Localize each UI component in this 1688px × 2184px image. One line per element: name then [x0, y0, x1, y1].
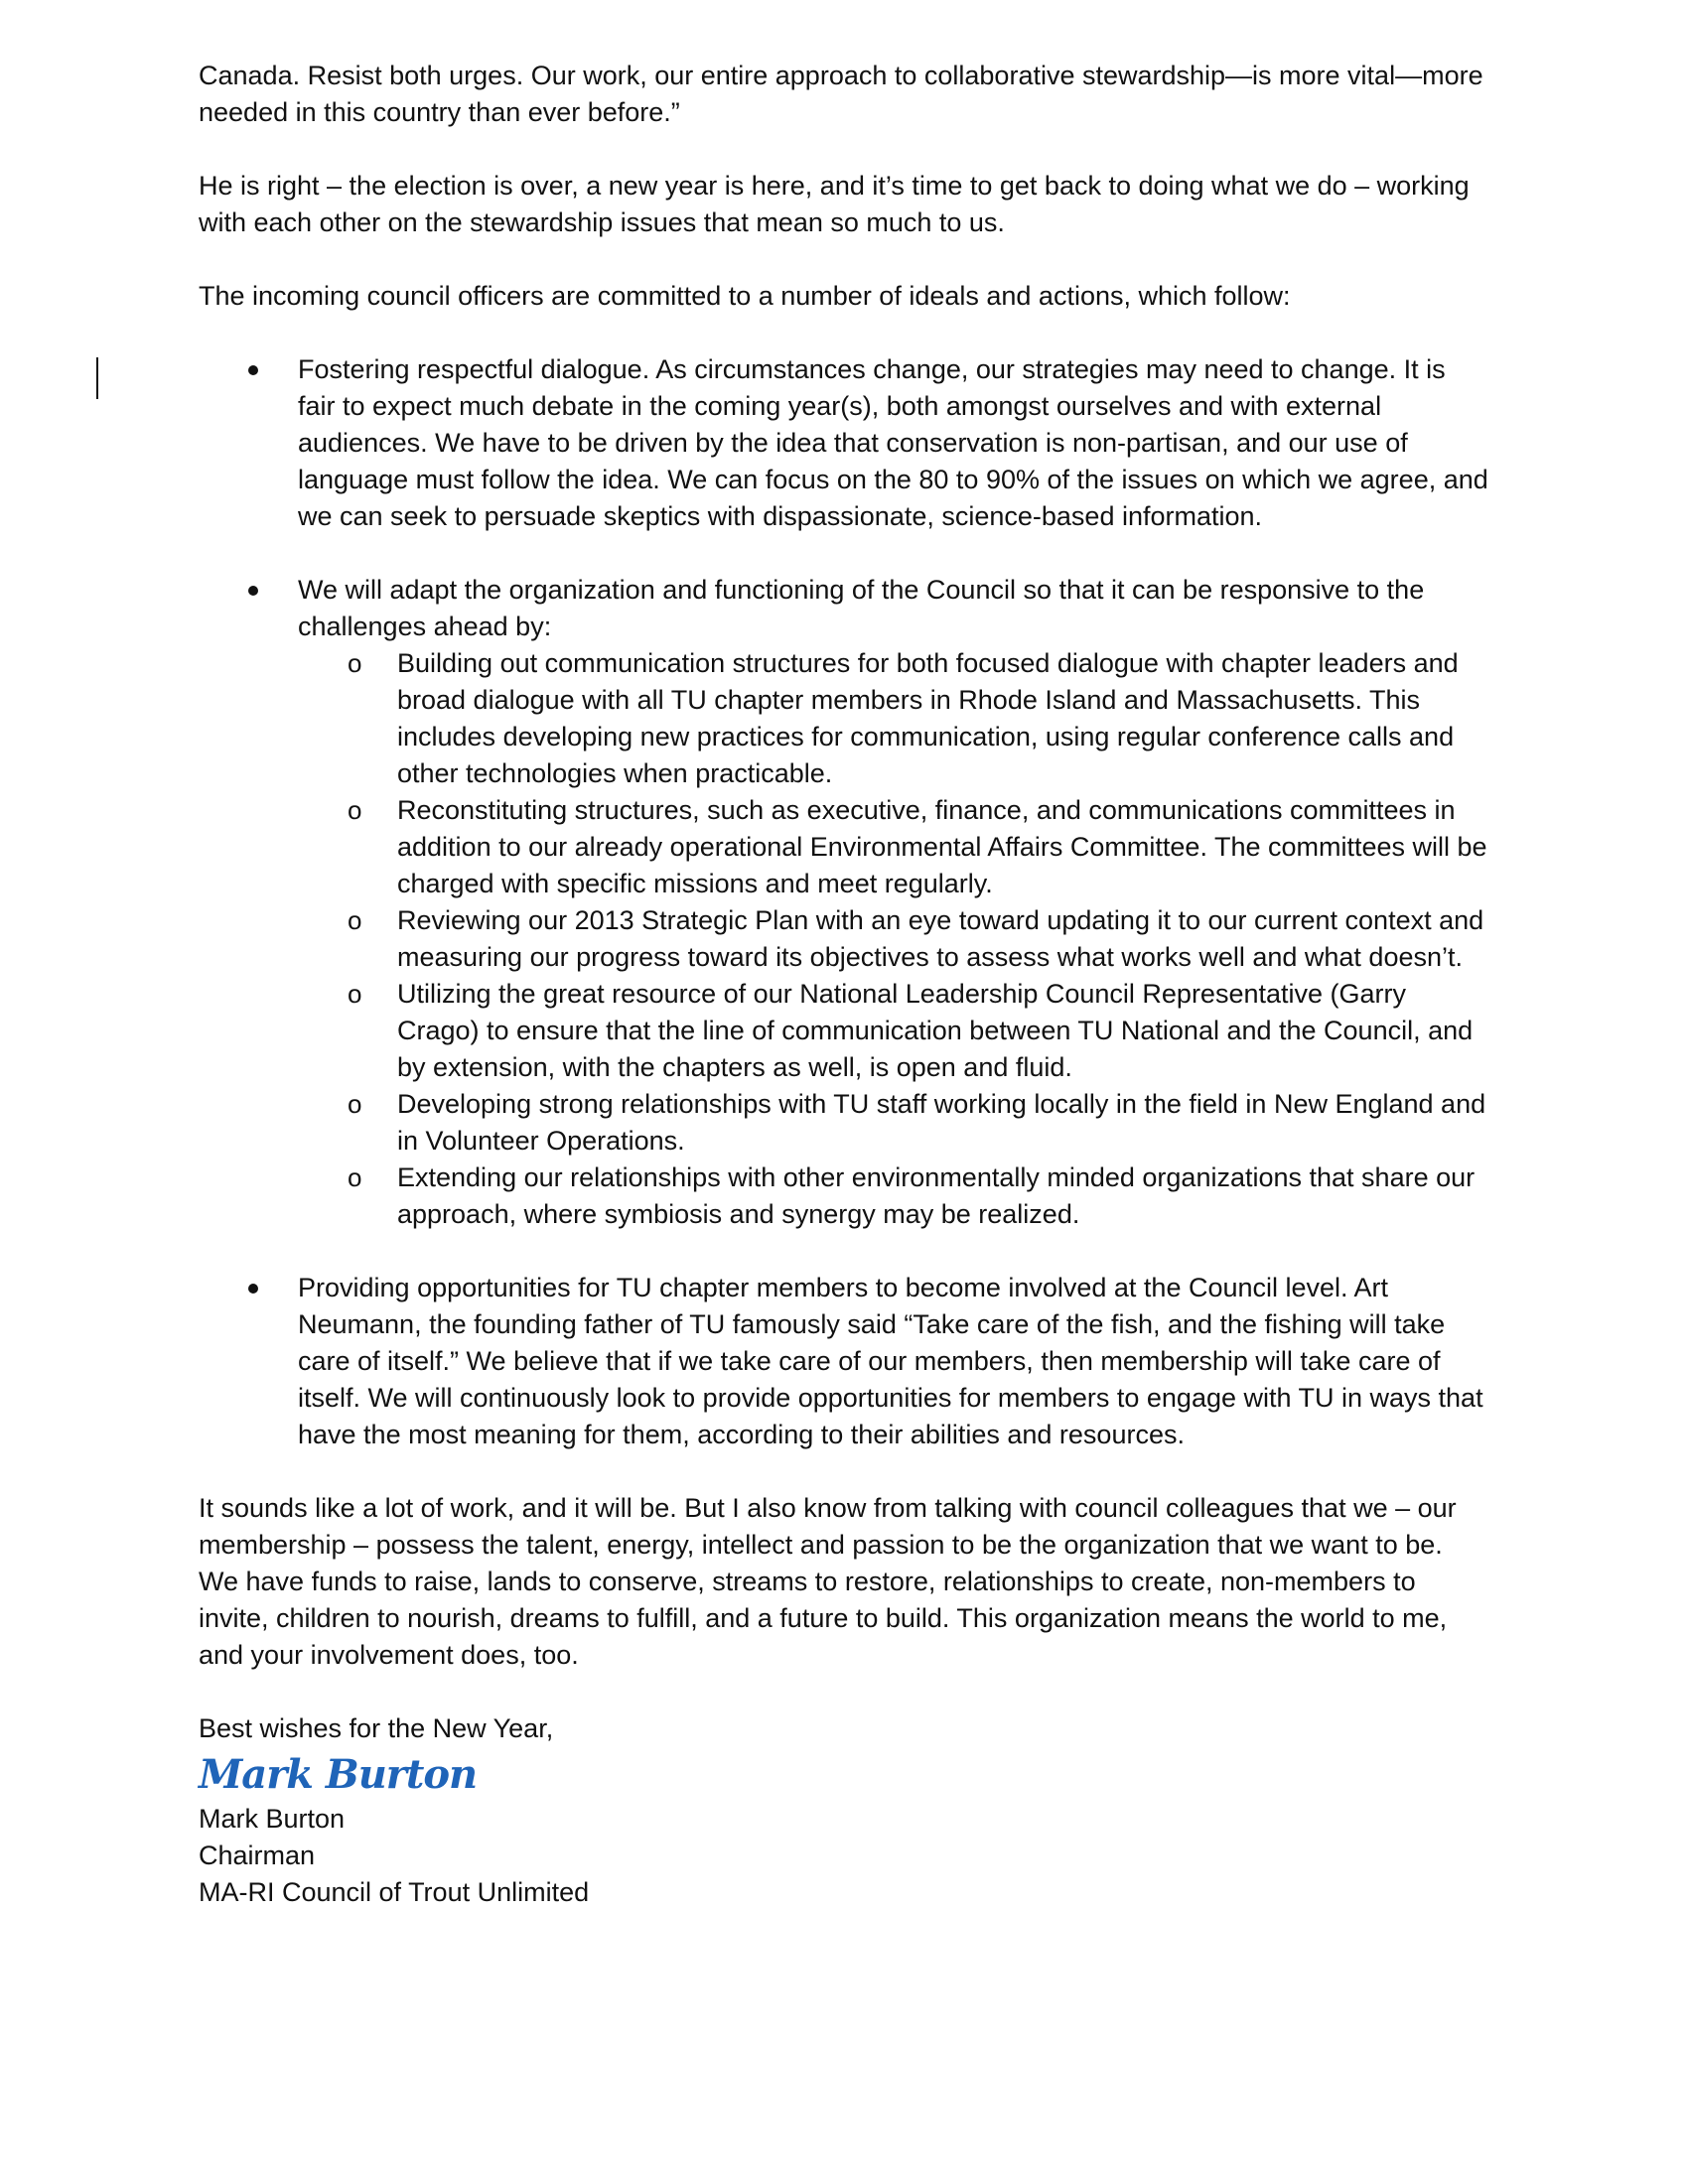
paragraph-election: He is right – the election is over, a new year is here, and it’s time to get back to doing what we do – working with each other on the stewardship issues that mean so much to us.: [199, 171, 1470, 237]
organization-name: MA-RI Council of Trout Unlimited: [199, 1877, 590, 1907]
sub-item-text: Reconstituting structures, such as executive, finance, and communications committees in addition to our already operational Environmental Affairs Committee. The committees will be charged with specific missions and meet regularly.: [397, 795, 1487, 898]
bullet-item: [199, 572, 1489, 1233]
closing-paragraph: It sounds like a lot of work, and it will be. But I also know from talking with council colleagues that we – our membership – possess the talent, energy, intellect and passion to be the organization that we want to be. We have funds to raise, lands to conserve, streams to restore, relationships to create, non-members to invite, children to nourish, dreams to fulfill, and a future to build. This organization means the world to me, and your involvement does, too.: [199, 1493, 1457, 1670]
sub-list-item: [298, 1160, 1489, 1233]
bullet-dot-icon: [248, 1284, 258, 1294]
sub-list-item: [298, 645, 1489, 792]
bullet-dot-icon: [248, 365, 258, 375]
author-name: Mark Burton: [199, 1804, 346, 1834]
sub-list-item: [298, 792, 1489, 902]
letter-page: [199, 58, 1489, 1911]
bullet-text: Fostering respectful dialogue. As circumstances change, our strategies may need to change. It is fair to expect much debate in the coming year(s), both amongst ourselves and with external audiences. We have to be driven by the idea that conservation is non-partisan, and our use of language must follow the idea. We can focus on the 80 to 90% of the issues on which we agree, and we can seek to persuade skeptics with dispassionate, science-based information.: [298, 354, 1488, 531]
sign-off: Best wishes for the New Year,: [199, 1713, 554, 1743]
sub-list-item: [298, 976, 1489, 1086]
circle-bullet-icon: o: [348, 1089, 362, 1119]
sub-list-item: [298, 902, 1489, 976]
circle-bullet-icon: o: [348, 648, 362, 678]
author-title: Chairman: [199, 1841, 316, 1870]
handwritten-signature: Mark Burton: [199, 1751, 478, 1798]
sub-item-text: Utilizing the great resource of our National Leadership Council Representative (Garry Crago) to ensure that the line of communication between TU National and the Council, and by extension, with the chapters as well, is open and fluid.: [397, 979, 1474, 1082]
circle-bullet-icon: o: [348, 1162, 362, 1192]
sub-item-text: Developing strong relationships with TU staff working locally in the field in New England and in Volunteer Operations.: [397, 1089, 1486, 1156]
bullet-dot-icon: [248, 586, 258, 596]
bullet-item: [199, 351, 1489, 535]
bullet-text: We will adapt the organization and functioning of the Council so that it can be responsive to the challenges ahead by:: [298, 575, 1425, 641]
commitments-list: [199, 351, 1489, 1453]
bullet-text: Providing opportunities for TU chapter members to become involved at the Council level. Art Neumann, the founding father of TU famously said “Take care of the fish, and the fishing will take care of itself.” We believe that if we take care of our members, then membership will take care of itself. We will continuously look to provide opportunities for members to engage with TU in ways that have the most meaning for them, according to their abilities and resources.: [298, 1273, 1483, 1449]
sub-item-text: Reviewing our 2013 Strategic Plan with an eye toward updating it to our current context and measuring our progress toward its objectives to assess what works well and what doesn’t.: [397, 905, 1484, 972]
sub-item-text: Building out communication structures for both focused dialogue with chapter leaders and broad dialogue with all TU chapter members in Rhode Island and Massachusetts. This includes developing new practices for communication, using regular conference calls and other technologies when practicable.: [397, 648, 1459, 788]
circle-bullet-icon: o: [348, 979, 362, 1009]
circle-bullet-icon: o: [348, 905, 362, 935]
paragraph-quote-end: Canada. Resist both urges. Our work, our entire approach to collaborative stewardship—is more vital—more needed in this country than ever before.”: [199, 61, 1483, 127]
sub-list: [298, 645, 1489, 1233]
paragraph-intro-commitments: The incoming council officers are committed to a number of ideals and actions, which follow:: [199, 281, 1291, 311]
bullet-item: [199, 1270, 1489, 1453]
text-cursor: [96, 357, 98, 399]
sub-item-text: Extending our relationships with other environmentally minded organizations that share our approach, where symbiosis and synergy may be realized.: [397, 1162, 1476, 1229]
sub-list-item: [298, 1086, 1489, 1160]
circle-bullet-icon: o: [348, 795, 362, 825]
